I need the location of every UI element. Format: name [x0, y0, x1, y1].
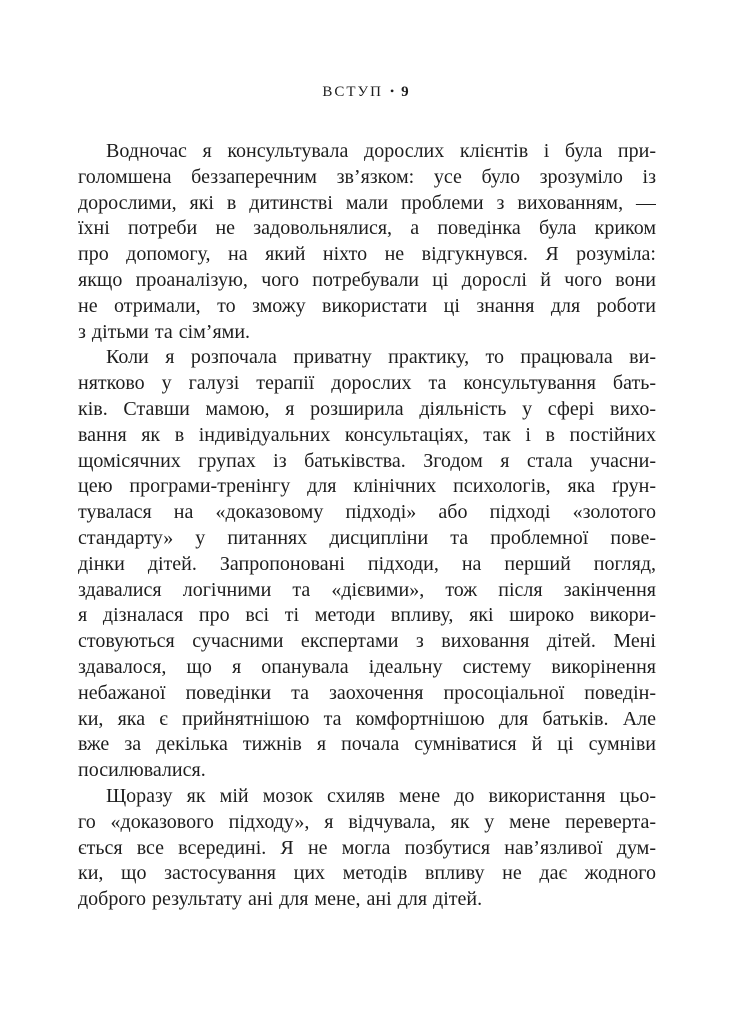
page-number: 9 — [401, 84, 409, 100]
text-line: Водночас я консультувала дорослих клієнтів і була при- — [106, 140, 656, 162]
text-line: цею програми-тренінгу для клінічних психологів, яка ґрун- — [78, 475, 656, 498]
text-line: якщо проаналізую, чого потребували ці дорослі й чого вони — [78, 268, 656, 291]
text-line: голомшена беззаперечним зв’язком: усе було зрозуміло із — [78, 165, 656, 188]
page-header — [0, 84, 731, 101]
text-line: їхні потреби не задовольнялися, а поведінка була криком — [78, 217, 656, 240]
text-line: тувалася на «доказовому підході» або підході «золотого — [78, 501, 656, 524]
text-line: здавалися логічними та «дієвими», тож після закінчення — [78, 578, 656, 601]
text-line: ється все всередині. Я не могла позбутися нав’язливої дум- — [78, 836, 656, 859]
text-line: я дізналася про всі ті методи впливу, які широко викори- — [78, 604, 656, 627]
text-line: го «доказового підходу», я відчувала, як у мене переверта- — [78, 810, 656, 833]
text-line: щомісячних групах із батьківства. Згодом я стала учасни- — [78, 449, 656, 472]
text-line: доброго результату ані для мене, ані для дітей. — [78, 888, 483, 911]
text-line: дорослими, які в дитинстві мали проблеми з вихованням, — — [78, 191, 656, 214]
text-line: ки, яка є прийнятнішою та комфортнішою для батьків. Але — [78, 707, 656, 730]
text-line: вання як в індивідуальних консультаціях, так і в постійних — [78, 423, 656, 446]
text-line: не отримали, то зможу використати ці знання для роботи — [78, 294, 656, 317]
text-line: Коли я розпочала приватну практику, то працювала ви- — [106, 346, 656, 369]
text-line: ки, що застосування цих методів впливу не дає жодного — [78, 862, 656, 885]
text-line: стандарту» у питаннях дисципліни та проблемної пове- — [78, 526, 656, 549]
text-line: нятково у галузі терапії дорослих та консультування бать- — [78, 372, 656, 395]
text-line: з дітьми та сім’ями. — [78, 320, 251, 343]
text-line: ків. Ставши мамою, я розширила діяльність у сфері вихо- — [78, 397, 656, 420]
header-separator: • — [389, 84, 395, 98]
page-body — [78, 139, 656, 913]
text-line: вже за декілька тижнів я почала сумніватися й ці сумніви — [78, 733, 656, 756]
text-line: про допомогу, на який ніхто не відгукнувся. Я розуміла: — [78, 243, 656, 266]
text-line: здавалося, що я опанувала ідеальну систему викорінення — [78, 655, 656, 678]
text-line: небажаної поведінки та заохочення просоціальної поведін- — [78, 681, 656, 704]
text-line: Щоразу як мій мозок схиляв мене до використання цьо- — [106, 784, 656, 807]
text-line: дінки дітей. Запропоновані підходи, на перший погляд, — [78, 552, 656, 575]
text-line: посилювалися. — [78, 759, 206, 782]
section-title: ВСТУП — [322, 84, 383, 100]
text-line: стовуються сучасними експертами з виховання дітей. Мені — [78, 630, 656, 653]
